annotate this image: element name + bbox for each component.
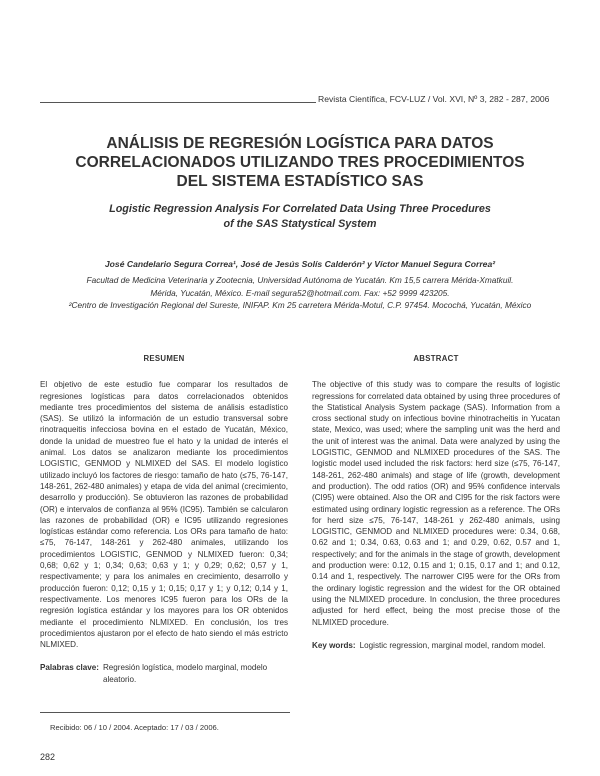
english-title — [0, 202, 600, 232]
subtitle-line-2: of the SAS Statystical System — [223, 218, 377, 230]
resumen-body: El objetivo de este estudio fue comparar los resultados de regresiones logísticas para datos correlacionados obtenidos mediante tres procedimientos del sistema de análisis estadístico (SAS). Se utilizó la información de un estudio transversal sobre rinotraqueitis infecciosa bovina en el estado de Yucatán, México, donde la unidad de muestreo fue el hato y la unidad de interés el animal. Los datos se analizaron mediante los procedimientos LOGISTIC, GENMOD y NLMIXED del SAS. El modelo logístico utilizado incluyó los factores de riesgo: tamaño de hato (≤75, 76-147, 148-261, 262-480 animales) y etapa de vida del animal (crecimiento, desarrollo y producción). Se obtuvieron las razones de probabilidad (OR) e intervalos de confianza al 95% (IC95). También se calcularon las razones de probabilidad (OR) e IC95 utilizando regresiones logísticas estándar como referencia. Los ORs para tamaño de hato: ≤75, 76-147, 148-261 y 262-480 animales, utilizando los procedimientos LOGISTIC, GENMOD y NLMIXED fueron: 0,34; 0,68; 0,62 y 1; 0,34; 0,63; 0,63 y 1; y 0,29; 0,62; 0,57 y 1, respectivamente; y para los animales en crecimiento, desarrollo y producción fueron: 0,12; 0,15 y 1; 0,15; 0,17 y 1; y 0,12; 0,14 y 1, respectivamente. Los menores IC95 fueron para los ORs de la regresión logística estándar y los mayores para los OR obtenidos mediante el procedimiento NLMIXED. En conclusión, los tres procedimientos ajustaron por el efecto de hato siendo el más estricto NLMIXED. — [40, 380, 288, 650]
affiliation-line-1: Facultad de Medicina Veterinaria y Zootecnia, Universidad Autónoma de Yucatán. Km 15,5 carrera Mérida-Xmatkuil. — [86, 275, 514, 285]
affiliation-line-3: ²Centro de Investigación Regional del Sureste, INIFAP. Km 25 carretera Mérida-Motul, C.P. 97454. Mocochá, Yucatán, México — [68, 300, 532, 310]
page-number: 282 — [40, 752, 56, 762]
palabras-clave — [40, 662, 288, 685]
keywords-text: Logistic regression, marginal model, random model. — [359, 640, 546, 650]
title-line-1: ANÁLISIS DE REGRESIÓN LOGÍSTICA PARA DATOS — [106, 135, 494, 152]
keywords-label: Key words: — [312, 640, 356, 650]
header-rule — [40, 102, 316, 103]
key-words — [312, 640, 560, 651]
affiliations — [40, 274, 560, 312]
journal-reference: Revista Científica, FCV-LUZ / Vol. XVI, Nº 3, 282 - 287, 2006 — [318, 94, 550, 104]
title-line-2: CORRELACIONADOS UTILIZANDO TRES PROCEDIMIENTOS — [75, 154, 525, 171]
resumen-heading: RESUMEN — [143, 354, 185, 363]
abstract-body: The objective of this study was to compare the results of logistic regressions for correlated data obtained by using three procedures of the Statistical Analysis System package (SAS). Information from a cross sectional study on infectious bovine rhinotracheitis in Yucatan state, Mexico, was used; where the sampling unit was the herd and the unit of interest was the animal. Data were analyzed by using the LOGISTIC, GENMOD and NLMIXED procedures of the SAS. The logistic model used included the risk factors: herd size (≤75, 76-147, 148-261, 262-480 animals) and stage of life (growth, development and production). The odd ratios (OR) and 95% confidence intervals (CI95) were obtained. Also the OR and CI95 for the risk factors were estimated using ordinary logistic regression as a reference. The ORs for herd size ≤75, 76-147, 148-261 y 262-480 animals, using LOGISTIC, GENMOD and NLMIXED procedures were: 0.34, 0.68, 0.62 and 1; 0.34, 0.63, 0.63 and 1; and 0.29, 0.62, 0.57 and 1, respectively; and for the animals in the stage of growth, development and production were: 0.12, 0.15 and 1; 0.15, 0.17 and 1; and 0.12, 0.14 and 1, respectively. The narrower CI95 were for the ORs from the ordinary logistic regression and the widest for the OR obtained using the NLMIXED procedure. In conclusion, the three procedures adjusted for herd effect, being the most precise those of the NLMIXED procedure. — [312, 380, 560, 627]
author-list: José Candelario Segura Correa¹, José de Jesús Solís Calderón² y Víctor Manuel Segura Correa² — [104, 259, 496, 269]
received-date: Recibido: 06 / 10 / 2004. Aceptado: 17 / 03 / 2006. — [50, 723, 219, 732]
affiliation-line-2: Mérida, Yucatán, México. E-mail segura52@hotmail.com. Fax: +52 9999 423205. — [150, 287, 450, 298]
abstract-heading: ABSTRACT — [413, 354, 459, 363]
resumen-column — [40, 353, 288, 685]
keywords-text: Regresión logística, modelo marginal, modelo aleatorio. — [102, 663, 268, 684]
paper-title — [0, 134, 600, 191]
keywords-label: Palabras clave: — [40, 663, 99, 673]
subtitle-line-1: Logistic Regression Analysis For Correlated Data Using Three Procedures — [109, 203, 491, 215]
footnote-rule — [40, 712, 290, 713]
title-line-3: DEL SISTEMA ESTADÍSTICO SAS — [176, 173, 424, 190]
abstract-column — [312, 353, 560, 651]
